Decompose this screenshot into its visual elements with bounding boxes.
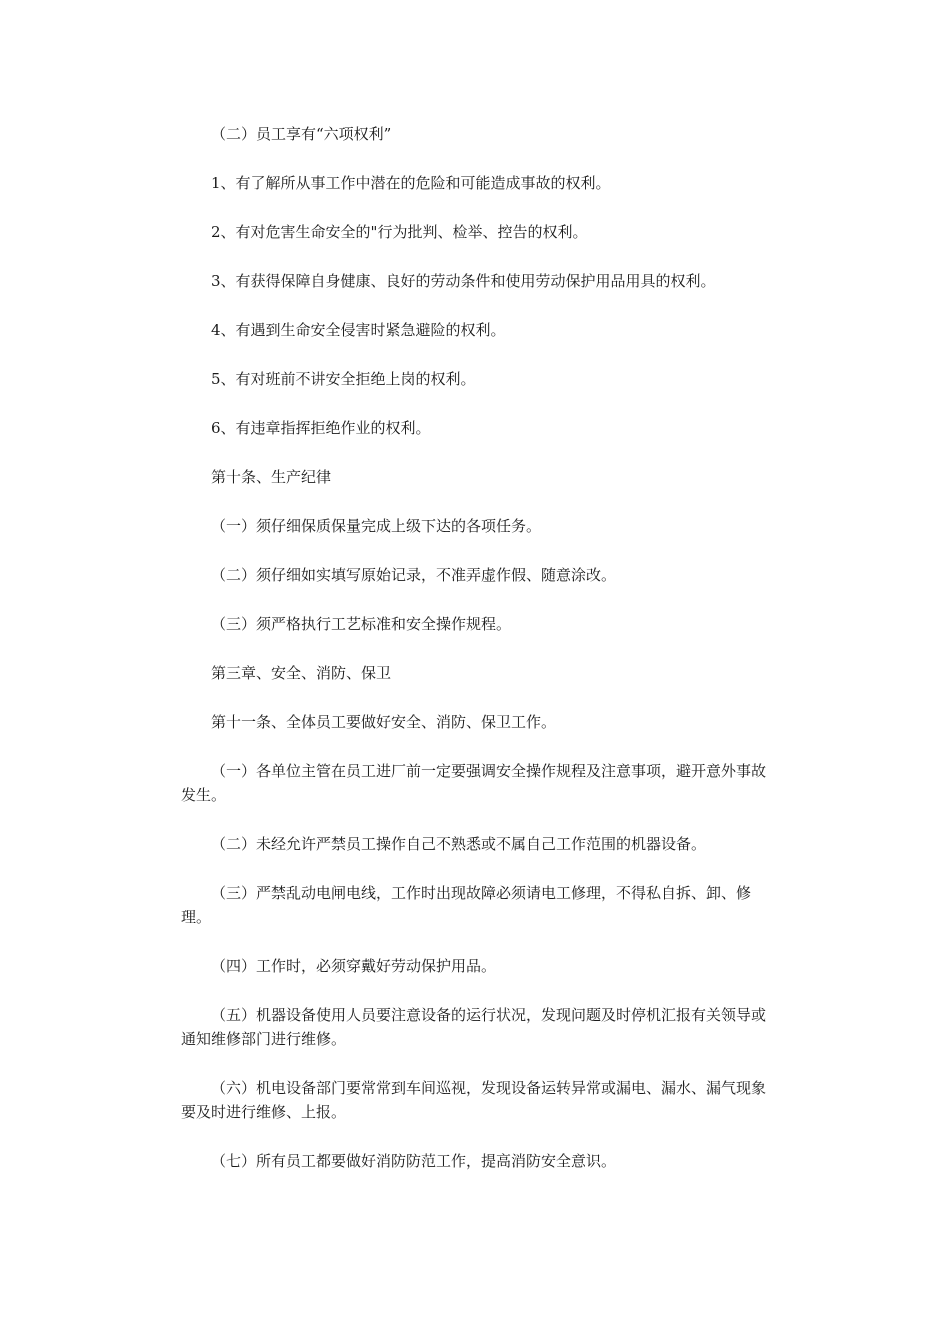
paragraph-safety-4: （四）工作时，必须穿戴好劳动保护用品。 xyxy=(211,957,497,975)
document-body xyxy=(181,122,771,1198)
chapter-3-heading: 第三章、安全、消防、保卫 xyxy=(211,664,392,682)
paragraph-right-2: 2、有对危害生命安全的"行为批判、检举、控告的权利。 xyxy=(211,223,588,241)
article-11-heading: 第十一条、全体员工要做好安全、消防、保卫工作。 xyxy=(211,713,557,731)
paragraph-safety-1: （一）各单位主管在员工进厂前一定要强调安全操作规程及注意事项，避开意外事故发生。 xyxy=(181,762,767,804)
paragraph-safety-3: （三）严禁乱动电闸电线，工作时出现故障必须请电工修理，不得私自拆、卸、修理。 xyxy=(181,884,752,926)
paragraph-safety-6: （六）机电设备部门要常常到车间巡视，发现设备运转异常或漏电、漏水、漏气现象要及时进行维修、上报。 xyxy=(181,1079,767,1121)
paragraph-safety-5: （五）机器设备使用人员要注意设备的运行状况，发现问题及时停机汇报有关领导或通知维修部门进行维修。 xyxy=(181,1006,767,1048)
article-10-heading: 第十条、生产纪律 xyxy=(211,468,332,486)
paragraph-safety-2: （二）未经允许严禁员工操作自己不熟悉或不属自己工作范围的机器设备。 xyxy=(211,835,707,853)
paragraph-right-1: 1、有了解所从事工作中潜在的危险和可能造成事故的权利。 xyxy=(211,174,611,192)
paragraph-right-3: 3、有获得保障自身健康、良好的劳动条件和使用劳动保护用品用具的权利。 xyxy=(211,272,716,290)
paragraph-discipline-2: （二）须仔细如实填写原始记录，不准弄虚作假、随意涂改。 xyxy=(211,566,617,584)
paragraph-right-4: 4、有遇到生命安全侵害时紧急避险的权利。 xyxy=(211,321,506,339)
paragraph-right-5: 5、有对班前不讲安全拒绝上岗的权利。 xyxy=(211,370,476,388)
paragraph-right-6: 6、有违章指挥拒绝作业的权利。 xyxy=(211,419,431,437)
paragraph-discipline-1: （一）须仔细保质保量完成上级下达的各项任务。 xyxy=(211,517,542,535)
paragraph-discipline-3: （三）须严格执行工艺标准和安全操作规程。 xyxy=(211,615,512,633)
paragraph-six-rights-heading: （二）员工享有“六项权利” xyxy=(211,125,392,143)
paragraph-safety-7: （七）所有员工都要做好消防防范工作，提高消防安全意识。 xyxy=(211,1152,617,1170)
